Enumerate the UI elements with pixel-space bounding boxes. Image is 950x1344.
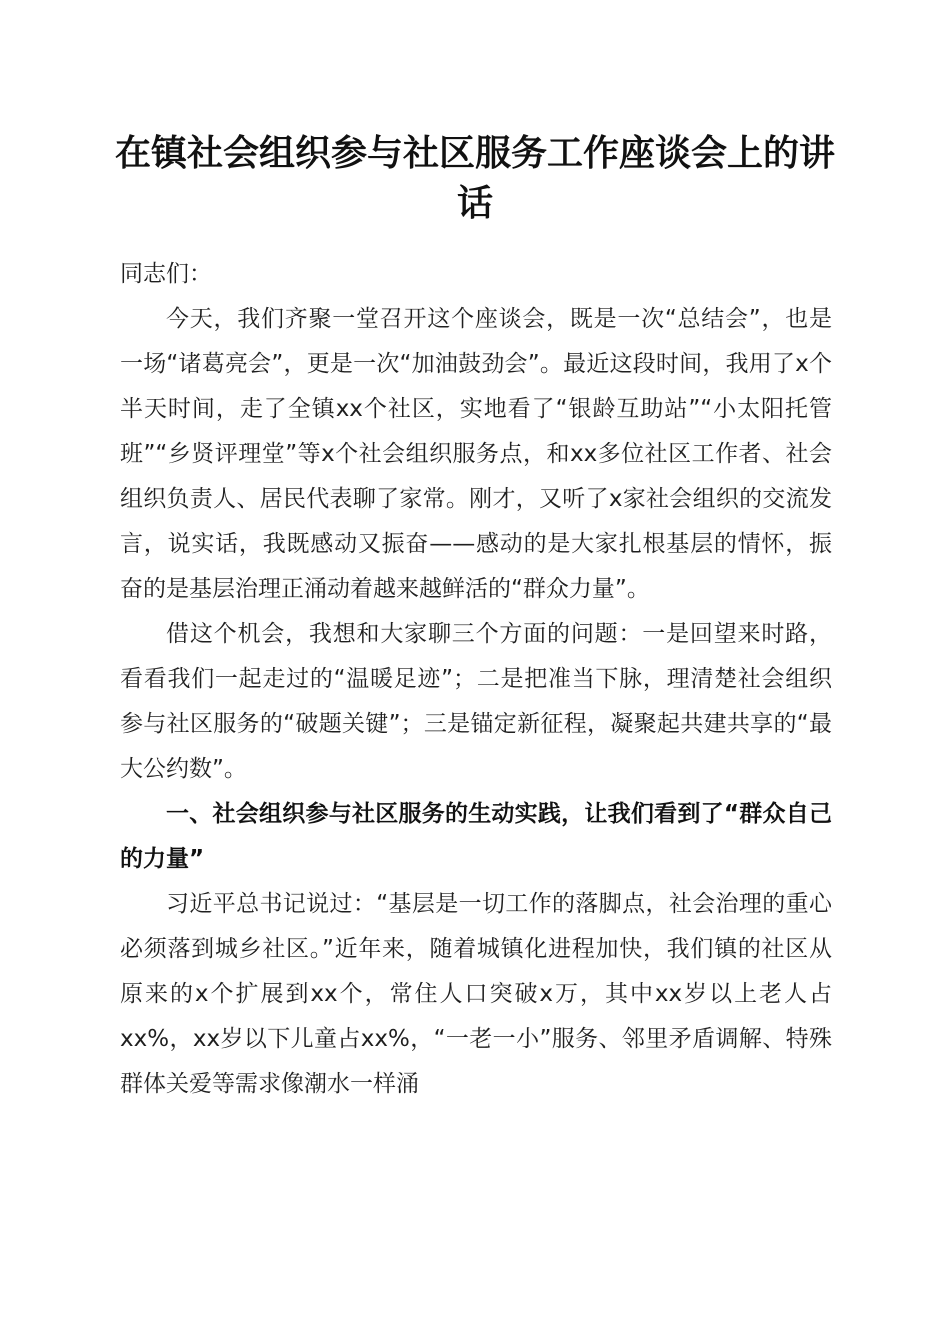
body-paragraph: 今天，我们齐聚一堂召开这个座谈会，既是一次“总结会”，也是一场“诸葛亮会”，更是一次“加油鼓劲会”。最近这段时间，我用了x个半天时间，走了全镇xx个社区，实地看了“银龄互助站”“小太阳托管班”“乡贤评理堂”等x个社会组织服务点，和xx多位社区工作者、社会组织负责人、居民代表聊了家常。刚才，又听了x家社会组织的交流发言，说实话，我既感动又振奋——感动的是大家扎根基层的情怀，振奋的是基层治理正涌动着越来越鲜活的“群众力量”。	[120, 306, 832, 602]
section-heading: 一、社会组织参与社区服务的生动实践，让我们看到了“群众自己的力量”	[120, 801, 832, 872]
section-paragraph: 习近平总书记说过：“基层是一切工作的落脚点，社会治理的重心必须落到城乡社区。”近年来，随着城镇化进程加快，我们镇的社区从原来的x个扩展到xx个，常住人口突破x万，其中xx岁以上老人占xx%，xx岁以下儿童占xx%，“一老一小”服务、邻里矛盾调解、特殊群体关爱等需求像潮水一样涌	[120, 891, 832, 1097]
body-paragraph: 借这个机会，我想和大家聊三个方面的问题：一是回望来时路，看看我们一起走过的“温暖足迹”；二是把准当下脉，理清楚社会组织参与社区服务的“破题关键”；三是锚定新征程，凝聚起共建共享的“最大公约数”。	[120, 621, 832, 782]
document-body	[120, 252, 832, 1107]
document-title: 在镇社会组织参与社区服务工作座谈会上的讲话	[114, 132, 835, 224]
salutation: 同志们：	[120, 261, 212, 287]
